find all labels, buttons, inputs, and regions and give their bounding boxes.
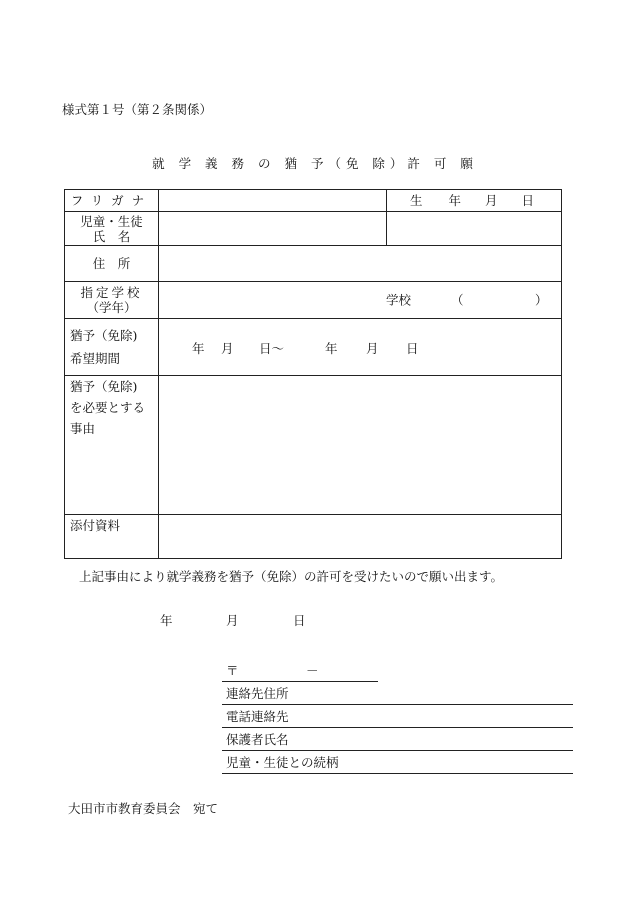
period-label-line1: 猶予（免除) xyxy=(70,328,138,343)
birthdate-header xyxy=(387,190,562,212)
address-label: 住 所 xyxy=(65,246,159,282)
address-input[interactable] xyxy=(159,246,562,282)
student-name-label-line1: 児童・生徒 xyxy=(80,213,143,229)
period-end-day: 日 xyxy=(406,341,419,356)
form-number: 様式第１号（第２条関係） xyxy=(62,102,213,117)
reason-input[interactable] xyxy=(159,376,562,515)
application-year-unit: 年 xyxy=(160,613,173,628)
furigana-input[interactable] xyxy=(159,190,387,212)
reason-label-line1: 猶予（免除) xyxy=(70,379,138,394)
school-label xyxy=(65,282,159,319)
relationship-label: 児童・生徒との続柄 xyxy=(226,755,339,770)
attachments-row xyxy=(65,515,562,559)
furigana-row xyxy=(65,190,562,212)
school-label-line1: 指定学校 xyxy=(80,285,143,300)
period-row xyxy=(65,319,562,376)
school-label-line2: （学年） xyxy=(86,300,137,315)
period-end-year: 年 xyxy=(325,341,338,356)
student-name-label-line2: 氏 名 xyxy=(92,228,131,244)
contact-address-field[interactable] xyxy=(222,684,573,705)
phone-field[interactable] xyxy=(222,707,573,728)
reason-row xyxy=(65,376,562,515)
school-suffix: 学校 xyxy=(386,292,412,308)
school-input[interactable] xyxy=(159,282,562,319)
student-name-label xyxy=(65,212,159,246)
postal-code-field[interactable] xyxy=(222,661,378,682)
grade-close-paren: ） xyxy=(535,292,548,308)
addressee: 大田市市教育委員会 宛て xyxy=(68,801,219,816)
period-end-month: 月 xyxy=(366,341,379,356)
period-label xyxy=(65,319,159,376)
contact-address-label: 連絡先住所 xyxy=(226,686,289,701)
grade-open-paren: （ xyxy=(451,292,464,308)
reason-label xyxy=(65,376,159,515)
student-name-input[interactable] xyxy=(159,212,387,246)
birthdate-sei: 生 xyxy=(409,193,427,208)
birthdate-input[interactable] xyxy=(387,212,562,246)
reason-label-line3: 事由 xyxy=(70,421,96,436)
birthdate-day-unit: 日 xyxy=(521,193,538,208)
birthdate-month-unit: 月 xyxy=(484,193,502,208)
student-name-row xyxy=(65,212,562,246)
attachments-label: 添付資料 xyxy=(65,515,159,559)
period-input[interactable] xyxy=(159,319,562,376)
phone-label: 電話連絡先 xyxy=(226,709,289,724)
postal-mark: 〒 xyxy=(226,663,239,678)
reason-label-line2: を必要とする xyxy=(70,400,146,415)
period-start-year: 年 xyxy=(192,341,205,356)
application-month-unit: 月 xyxy=(226,613,239,628)
postal-dash: － xyxy=(306,663,319,678)
period-start-month: 月 xyxy=(221,341,234,356)
guardian-name-field[interactable] xyxy=(222,730,573,751)
attachments-input[interactable] xyxy=(159,515,562,559)
relationship-field[interactable] xyxy=(222,753,573,774)
school-row xyxy=(65,282,562,319)
period-start-day: 日～ xyxy=(259,341,285,356)
application-day-unit: 日 xyxy=(293,613,306,628)
address-row xyxy=(65,246,562,282)
birthdate-year-unit: 年 xyxy=(448,193,465,208)
application-form-table xyxy=(64,189,562,559)
guardian-name-label: 保護者氏名 xyxy=(226,732,289,747)
furigana-label: フリガナ xyxy=(65,190,159,212)
document-title: 就 学 義 務 の 猶 予（免 除）許 可 願 xyxy=(152,156,478,171)
declaration-text: 上記事由により就学義務を猶予（免除）の許可を受けたいので願い出ます。 xyxy=(79,569,504,584)
period-label-line2: 希望期間 xyxy=(70,351,121,366)
